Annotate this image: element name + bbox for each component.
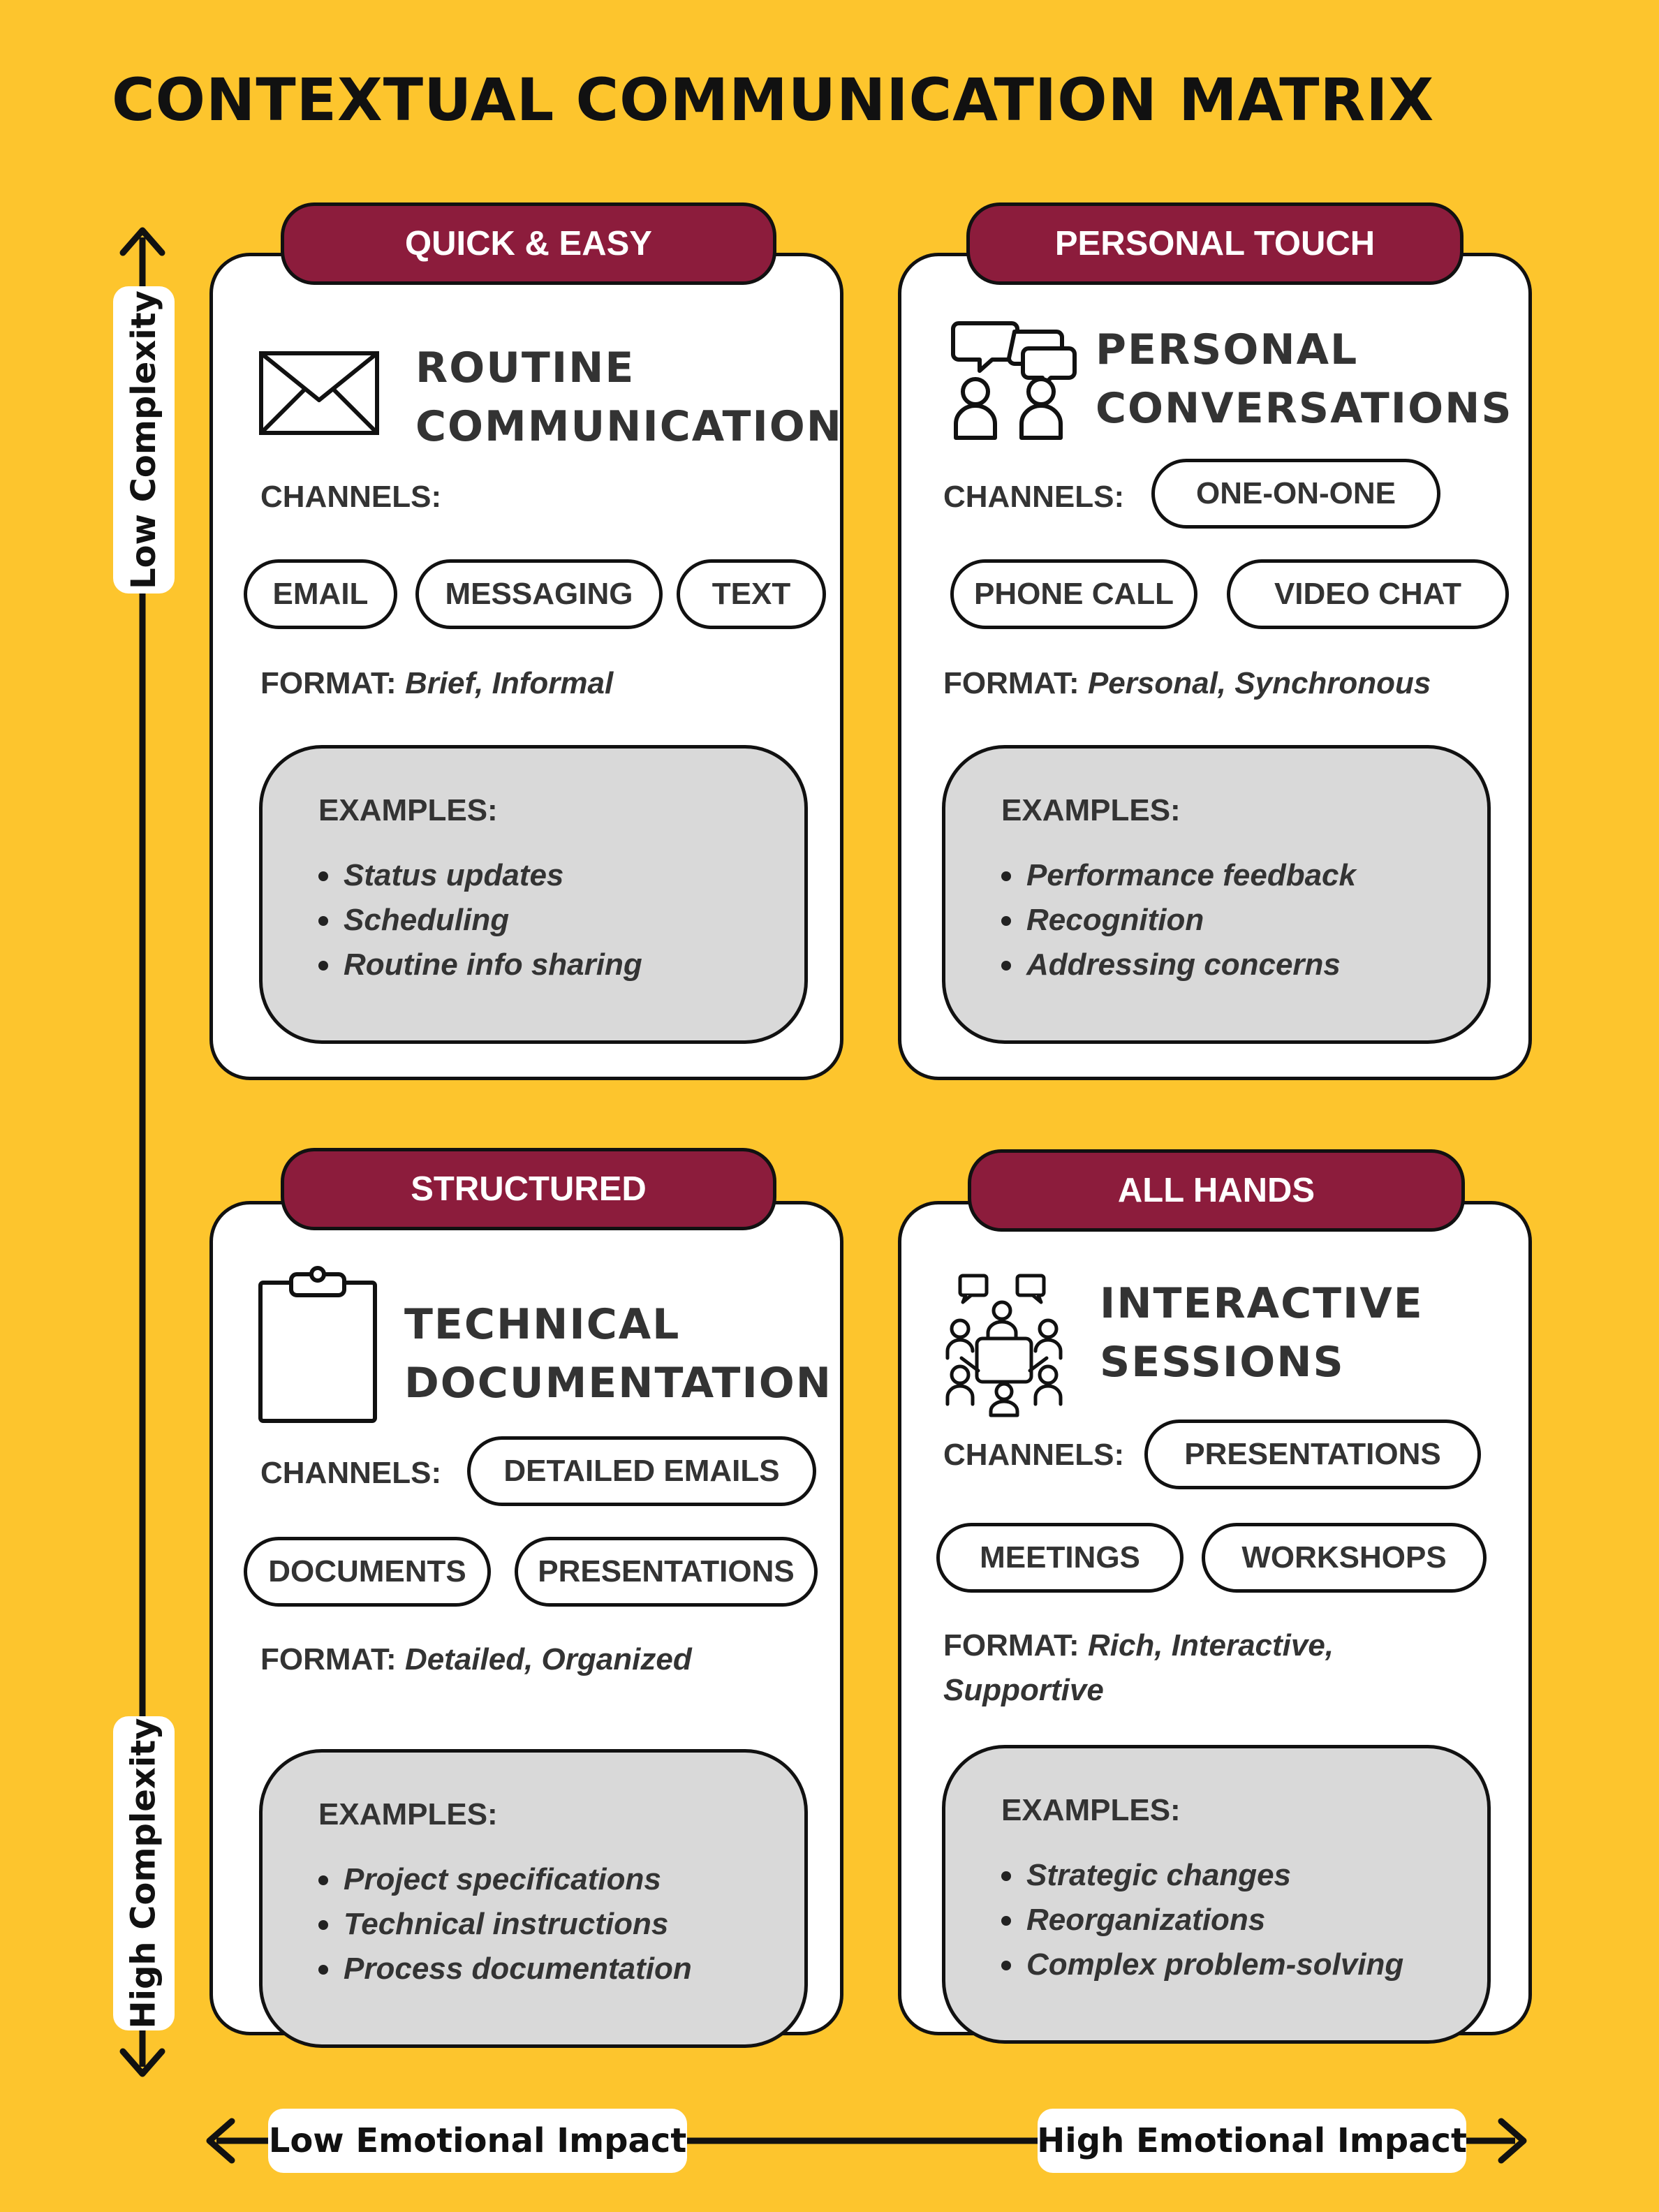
- examples-box: [259, 1749, 808, 2048]
- examples-label: EXAMPLES:: [318, 1797, 498, 1831]
- example-item: Strategic changes: [1026, 1853, 1403, 1898]
- examples-list: [1001, 1853, 1403, 1987]
- channel-pill: TEXT: [677, 559, 826, 629]
- channels-label: CHANNELS:: [260, 480, 442, 514]
- channel-pill: ONE-ON-ONE: [1151, 459, 1440, 529]
- group-meeting-icon: [945, 1271, 1063, 1422]
- quadrant-title: PERSONAL CONVERSATIONS: [1096, 325, 1513, 433]
- channel-pill: DETAILED EMAILS: [467, 1436, 816, 1506]
- format-text: FORMAT: Detailed, Organized: [260, 1642, 692, 1676]
- quadrant-title: ROUTINE COMMUNICATION: [415, 344, 843, 451]
- examples-box: [259, 745, 808, 1044]
- example-item: Status updates: [344, 853, 642, 898]
- channel-pill: PRESENTATIONS: [1144, 1420, 1481, 1489]
- format-text: FORMAT: Brief, Informal: [260, 666, 614, 700]
- x-axis-high-label: High Emotional Impact: [1038, 2109, 1466, 2173]
- channels-label: CHANNELS:: [943, 480, 1125, 514]
- quadrant-quick-easy: [209, 253, 843, 1080]
- examples-label: EXAMPLES:: [1001, 1793, 1181, 1827]
- page-title: CONTEXTUAL COMMUNICATION MATRIX: [112, 66, 1435, 134]
- examples-label: EXAMPLES:: [1001, 793, 1181, 827]
- envelope-icon: [258, 350, 381, 440]
- tab-structured: STRUCTURED: [281, 1148, 776, 1230]
- channel-pill: MEETINGS: [936, 1523, 1184, 1593]
- y-axis-high-label: High Complexity: [113, 1716, 175, 2030]
- example-item: Performance feedback: [1026, 853, 1356, 898]
- tab-all-hands: ALL HANDS: [968, 1149, 1465, 1232]
- example-item: Process documentation: [344, 1947, 692, 1991]
- x-axis-low-label: Low Emotional Impact: [268, 2109, 687, 2173]
- channels-label: CHANNELS:: [260, 1456, 442, 1490]
- example-item: Recognition: [1026, 898, 1356, 943]
- examples-box: [942, 1745, 1491, 2044]
- conversation-icon: [945, 318, 1084, 447]
- tab-quick-easy: QUICK & EASY: [281, 202, 776, 285]
- example-item: Complex problem-solving: [1026, 1942, 1403, 1987]
- quadrant-all-hands: [898, 1201, 1532, 2035]
- example-item: Reorganizations: [1026, 1898, 1403, 1942]
- example-item: Routine info sharing: [344, 943, 642, 987]
- examples-list: [1001, 853, 1356, 987]
- examples-box: [942, 745, 1491, 1044]
- format-text: FORMAT: Rich, Interactive, Supportive: [943, 1628, 1334, 1707]
- y-axis-low-label: Low Complexity: [113, 286, 175, 593]
- channel-pill: VIDEO CHAT: [1227, 559, 1509, 629]
- tab-personal-touch: PERSONAL TOUCH: [966, 202, 1463, 285]
- format-text: FORMAT: Personal, Synchronous: [943, 666, 1431, 700]
- quadrant-title: INTERACTIVE SESSIONS: [1100, 1279, 1424, 1387]
- examples-list: [318, 853, 642, 987]
- channel-pill: DOCUMENTS: [244, 1537, 491, 1607]
- example-item: Scheduling: [344, 898, 642, 943]
- channel-pill: PHONE CALL: [950, 559, 1197, 629]
- channel-pill: MESSAGING: [415, 559, 663, 629]
- channel-pill: EMAIL: [244, 559, 397, 629]
- examples-list: [318, 1857, 692, 1991]
- quadrant-structured: [209, 1201, 843, 2035]
- channel-pill: PRESENTATIONS: [515, 1537, 818, 1607]
- quadrant-personal-touch: [898, 253, 1532, 1080]
- example-item: Project specifications: [344, 1857, 692, 1902]
- quadrant-title: TECHNICAL DOCUMENTATION: [404, 1300, 832, 1408]
- examples-label: EXAMPLES:: [318, 793, 498, 827]
- example-item: Addressing concerns: [1026, 943, 1356, 987]
- example-item: Technical instructions: [344, 1902, 692, 1947]
- channel-pill: WORKSHOPS: [1202, 1523, 1487, 1593]
- channels-label: CHANNELS:: [943, 1438, 1125, 1472]
- clipboard-icon: [256, 1264, 379, 1429]
